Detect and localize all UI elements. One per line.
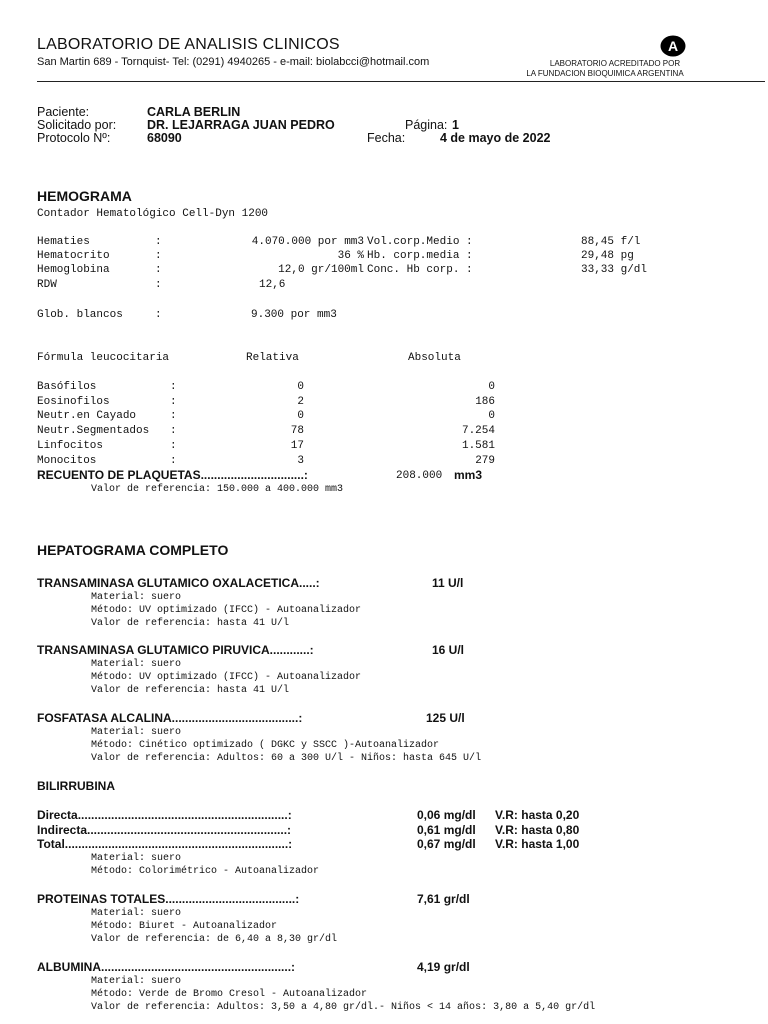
- proteinas-reference: Valor de referencia: de 6,40 a 8,30 gr/dl: [91, 934, 338, 945]
- proteinas-label: PROTEINAS TOTALES.......................................:: [37, 892, 300, 906]
- formula-label: Neutr.en Cayado: [37, 410, 137, 422]
- logo-letter: A: [667, 38, 679, 54]
- tgo-label: TRANSAMINASA GLUTAMICO OXALACETICA.....:: [37, 576, 320, 590]
- bili-directa-value: 0,06 mg/dl: [417, 808, 476, 822]
- formula-rel: 78: [290, 425, 304, 437]
- fal-label: FOSFATASA ALCALINA......................................:: [37, 711, 303, 725]
- colon: :: [170, 381, 177, 393]
- protocol-label: Protocolo Nº:: [37, 131, 111, 145]
- glob-blancos-value: 9.300 por mm3: [251, 309, 337, 321]
- protocol-number: 68090: [147, 131, 182, 145]
- formula-label: Eosinofilos: [37, 396, 110, 408]
- hemograma-row-label: RDW: [37, 279, 57, 291]
- requested-by-label: Solicitado por:: [37, 118, 117, 132]
- plaquetas-label: RECUENTO DE PLAQUETAS...............................:: [37, 468, 308, 482]
- formula-abs: 7.254: [461, 425, 495, 437]
- tgp-label: TRANSAMINASA GLUTAMICO PIRUVICA............:: [37, 643, 314, 657]
- colon: :: [170, 396, 177, 408]
- requested-by: DR. LEJARRAGA JUAN PEDRO: [147, 118, 335, 132]
- report-date: 4 de mayo de 2022: [440, 131, 551, 145]
- tgo-value: 11 U/l: [432, 576, 464, 590]
- bili-total-value: 0,67 mg/dl: [417, 837, 476, 851]
- hemograma-row-value: 12,0 gr/100ml: [278, 264, 364, 276]
- fal-material: Material: suero: [91, 727, 182, 738]
- hemograma-subtitle: Contador Hematológico Cell-Dyn 1200: [37, 208, 269, 220]
- bili-method: Método: Colorimétrico - Autoanalizador: [91, 866, 320, 877]
- tgo-material: Material: suero: [91, 592, 182, 603]
- hemograma-row-label: Hematies: [37, 236, 90, 248]
- accreditation-line1: LABORATORIO ACREDITADO POR: [549, 59, 681, 68]
- hemograma-row-label: Hematocrito: [37, 250, 110, 262]
- colon: :: [170, 425, 177, 437]
- plaquetas-unit: mm3: [454, 468, 483, 482]
- formula-rel: 0: [297, 381, 304, 393]
- tgo-reference: Valor de referencia: hasta 41 U/l: [91, 618, 290, 629]
- patient-label: Paciente:: [37, 105, 90, 119]
- hemograma-row-value: 36 %: [337, 250, 364, 262]
- colon: :: [155, 250, 162, 262]
- date-label: Fecha:: [367, 131, 406, 145]
- hemograma-row-label2: Vol.corp.Medio :: [367, 236, 473, 248]
- colon: :: [155, 264, 162, 276]
- lab-contact: San Martin 689 - Tornquist- Tel: (0291) 4940265 - e-mail: biolabcci@hotmail.com: [37, 56, 430, 68]
- tgp-method: Método: UV optimizado (IFCC) - Autoanalizador: [91, 672, 362, 683]
- formula-rel: 2: [297, 396, 304, 408]
- page-label: Página:: [405, 118, 448, 132]
- tgo-method: Método: UV optimizado (IFCC) - Autoanalizador: [91, 605, 362, 616]
- formula-rel: 3: [297, 455, 304, 467]
- hemograma-row-value2: 29,48 pg: [581, 250, 634, 262]
- lab-logo-icon: [660, 35, 686, 57]
- patient-name: CARLA BERLIN: [147, 105, 241, 119]
- bili-directa-label: Directa...............................................................:: [37, 808, 292, 822]
- hemograma-row-value2: 33,33 g/dl: [581, 264, 648, 276]
- bili-directa-ref: V.R: hasta 0,20: [495, 808, 580, 822]
- plaquetas-reference: Valor de referencia: 150.000 a 400.000 mm3: [91, 484, 344, 495]
- hemograma-row-value2: 88,45 f/l: [581, 236, 641, 248]
- formula-label: Linfocitos: [37, 440, 104, 452]
- formula-rel: 0: [297, 410, 304, 422]
- colon: :: [170, 410, 177, 422]
- proteinas-method: Método: Biuret - Autoanalizador: [91, 921, 278, 932]
- proteinas-value: 7,61 gr/dl: [417, 892, 470, 906]
- hemograma-row-label2: Conc. Hb corp. :: [367, 264, 473, 276]
- plaquetas-value: 208.000: [396, 470, 443, 482]
- bili-total-label: Total...................................................................:: [37, 837, 293, 851]
- albumina-reference: Valor de referencia: Adultos: 3,50 a 4,80 gr/dl.- Niños < 14 años: 3,80 a 5,40 gr/dl: [91, 1002, 596, 1013]
- formula-label: Monocitos: [37, 455, 97, 467]
- proteinas-material: Material: suero: [91, 908, 182, 919]
- tgp-value: 16 U/l: [432, 643, 465, 657]
- fal-method: Método: Cinético optimizado ( DGKC y SSCC )-Autoanalizador: [91, 740, 440, 751]
- col-absoluta: Absoluta: [408, 352, 461, 364]
- hemograma-title: HEMOGRAMA: [37, 188, 132, 204]
- formula-abs: 186: [475, 396, 495, 408]
- tgp-reference: Valor de referencia: hasta 41 U/l: [91, 685, 290, 696]
- hemograma-row-label: Hemoglobina: [37, 264, 110, 276]
- glob-blancos-label: Glob. blancos: [37, 309, 123, 321]
- lab-name: LABORATORIO DE ANALISIS CLINICOS: [37, 36, 340, 53]
- albumina-method: Método: Verde de Bromo Cresol - Autoanalizador: [91, 989, 368, 1000]
- albumina-material: Material: suero: [91, 976, 182, 987]
- tgp-material: Material: suero: [91, 659, 182, 670]
- albumina-value: 4,19 gr/dl: [417, 960, 470, 974]
- bili-indirecta-label: Indirecta............................................................:: [37, 823, 292, 837]
- formula-abs: 279: [475, 455, 495, 467]
- colon: :: [155, 309, 162, 321]
- formula-rel: 17: [290, 440, 304, 452]
- formula-abs: 0: [488, 381, 495, 393]
- header-divider: [37, 81, 765, 82]
- col-relativa: Relativa: [246, 352, 299, 364]
- formula-label: Basófilos: [37, 381, 97, 393]
- bilirrubina-title: BILIRRUBINA: [37, 779, 115, 793]
- colon: :: [155, 236, 162, 248]
- page-number: 1: [452, 118, 459, 132]
- albumina-label: ALBUMINA.........................................................:: [37, 960, 296, 974]
- bili-total-ref: V.R: hasta 1,00: [495, 837, 580, 851]
- bili-indirecta-ref: V.R: hasta 0,80: [495, 823, 580, 837]
- bili-material: Material: suero: [91, 853, 182, 864]
- hemograma-row-value: 12,6: [259, 279, 286, 291]
- formula-title: Fórmula leucocitaria: [37, 352, 170, 364]
- bili-indirecta-value: 0,61 mg/dl: [417, 823, 476, 837]
- hemograma-row-label2: Hb. corp.media :: [367, 250, 473, 262]
- formula-abs: 0: [488, 410, 495, 422]
- colon: :: [170, 455, 177, 467]
- colon: :: [170, 440, 177, 452]
- fal-value: 125 U/l: [426, 711, 465, 725]
- formula-abs: 1.581: [461, 440, 495, 452]
- accreditation-line2: LA FUNDACION BIOQUIMICA ARGENTINA: [526, 69, 684, 78]
- hepatograma-title: HEPATOGRAMA COMPLETO: [37, 542, 229, 558]
- hemograma-row-value: 4.070.000 por mm3: [251, 236, 364, 248]
- colon: :: [155, 279, 162, 291]
- formula-label: Neutr.Segmentados: [37, 425, 150, 437]
- fal-reference: Valor de referencia: Adultos: 60 a 300 U/l - Niños: hasta 645 U/l: [91, 753, 482, 764]
